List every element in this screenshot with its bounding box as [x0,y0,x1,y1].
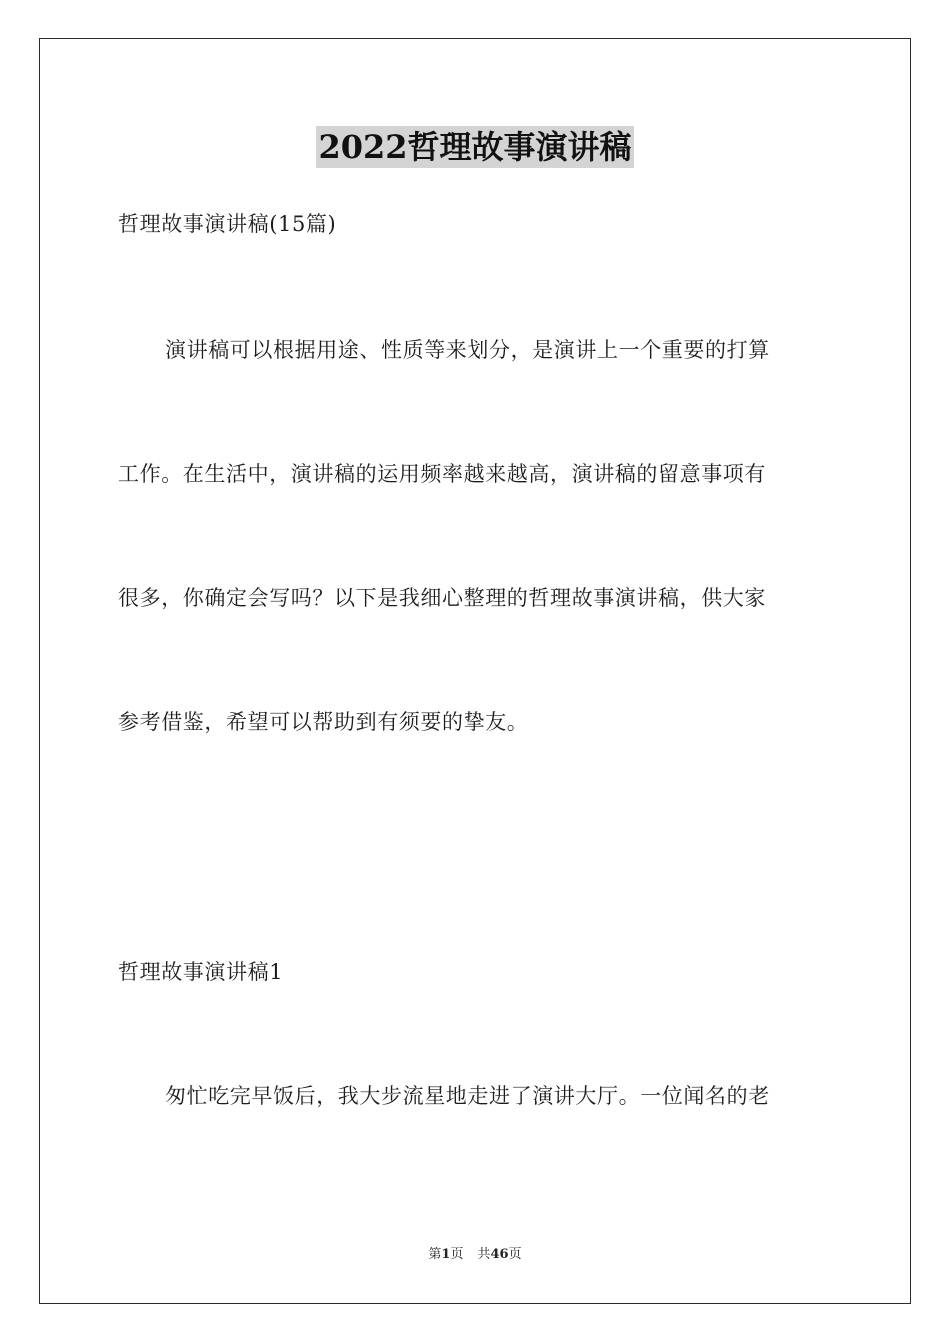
document-title: 2022哲理故事演讲稿 [318,128,632,166]
intro-line-2: 工作。在生活中，演讲稿的运用频率越来越高，演讲稿的留意事项有 [118,462,766,486]
footer-page-suffix: 页 [450,1247,464,1262]
intro-line-1: 演讲稿可以根据用途、性质等来划分，是演讲上一个重要的打算 [165,338,770,362]
intro-line-4: 参考借鉴，希望可以帮助到有须要的挚友。 [118,710,529,734]
footer-page-prefix: 第 [428,1247,442,1262]
footer-total-suffix: 页 [508,1247,522,1262]
footer-total-prefix: 共 [477,1247,491,1262]
section-first-line: 匆忙吃完早饭后，我大步流星地走进了演讲大厅。一位闻名的老 [165,1084,770,1108]
footer-total-pages: 46 [490,1247,509,1262]
section-heading: 哲理故事演讲稿1 [118,960,284,984]
footer-page-number: 1 [441,1247,451,1262]
page-footer [0,1246,950,1264]
intro-line-3: 很多，你确定会写吗？以下是我细心整理的哲理故事演讲稿，供大家 [118,586,766,610]
document-subtitle: 哲理故事演讲稿(15篇) [118,212,337,236]
title-container [0,126,950,168]
